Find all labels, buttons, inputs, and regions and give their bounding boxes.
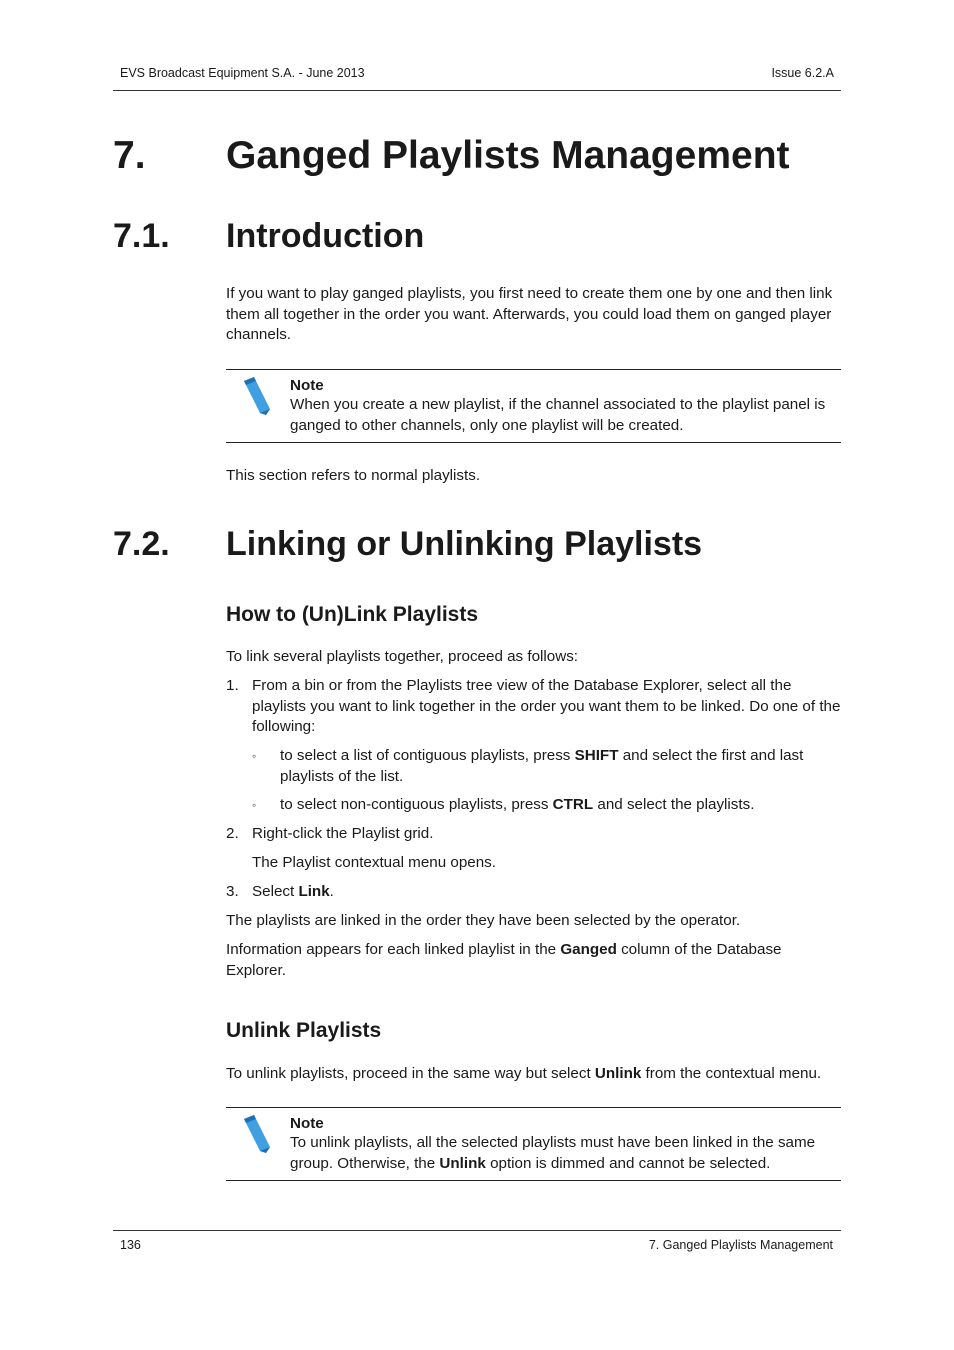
step-result: The Playlist contextual menu opens. <box>252 854 496 871</box>
note-title: Note <box>290 377 324 394</box>
step-number: 3. <box>226 883 239 900</box>
bullet-item: to select a list of contiguous playlists, press SHIFT and select the first and last playlists of the list. <box>280 747 804 785</box>
note-text: When you create a new playlist, if the channel associated to the playlist panel is ganged to other channels, only one playlist will be created. <box>290 396 826 434</box>
step-text: Select Link. <box>252 883 334 900</box>
note-box <box>226 1107 841 1181</box>
pencil-icon <box>240 375 274 417</box>
section-title: Linking or Unlinking Playlists <box>226 525 703 563</box>
chapter-title-text: Ganged Playlists Management <box>226 134 790 177</box>
result-paragraph: Information appears for each linked playlist in the Ganged column of the Database Explorer. <box>226 941 782 979</box>
section-number: 7.1. <box>113 217 170 255</box>
section-title: Introduction <box>226 217 425 255</box>
section-number: 7.2. <box>113 525 170 563</box>
footer-chapter: 7. Ganged Playlists Management <box>648 1238 833 1252</box>
step-number: 2. <box>226 825 239 842</box>
note-title: Note <box>290 1115 324 1132</box>
section-scope-paragraph: This section refers to normal playlists. <box>226 467 481 484</box>
intro-paragraph: If you want to play ganged playlists, you first need to create them one by one and then link them all together in the order you want. Afterwards, you could load them on ganged player channels. <box>226 285 833 343</box>
step-number: 1. <box>226 677 239 694</box>
step-text: From a bin or from the Playlists tree view of the Database Explorer, select all the playlists you want to link together in the order you want them to be linked. Do one of the following: <box>252 677 841 735</box>
step-text: Right-click the Playlist grid. <box>252 825 434 842</box>
howto-intro: To link several playlists together, proceed as follows: <box>226 648 579 665</box>
result-paragraph: The playlists are linked in the order they have been selected by the operator. <box>226 912 741 929</box>
bullet-marker: ◦ <box>252 798 257 812</box>
footer-rule <box>113 1230 841 1231</box>
header-left: EVS Broadcast Equipment S.A. - June 2013 <box>120 66 365 80</box>
chapter-number: 7. <box>113 134 146 177</box>
header-rule <box>113 90 841 91</box>
header-right: Issue 6.2.A <box>771 66 834 80</box>
note-box <box>226 369 841 443</box>
subheading-howto: How to (Un)Link Playlists <box>226 603 479 626</box>
page-number: 136 <box>120 1238 141 1252</box>
note-text: To unlink playlists, all the selected playlists must have been linked in the same group. Otherwise, the Unlink option is dimmed and cannot be selected. <box>290 1134 816 1172</box>
bullet-item: to select non-contiguous playlists, press CTRL and select the playlists. <box>280 796 755 813</box>
unlink-paragraph: To unlink playlists, proceed in the same way but select Unlink from the contextual menu. <box>226 1065 822 1082</box>
subheading-unlink: Unlink Playlists <box>226 1019 382 1042</box>
bullet-marker: ◦ <box>252 749 257 763</box>
pencil-icon <box>240 1113 274 1155</box>
